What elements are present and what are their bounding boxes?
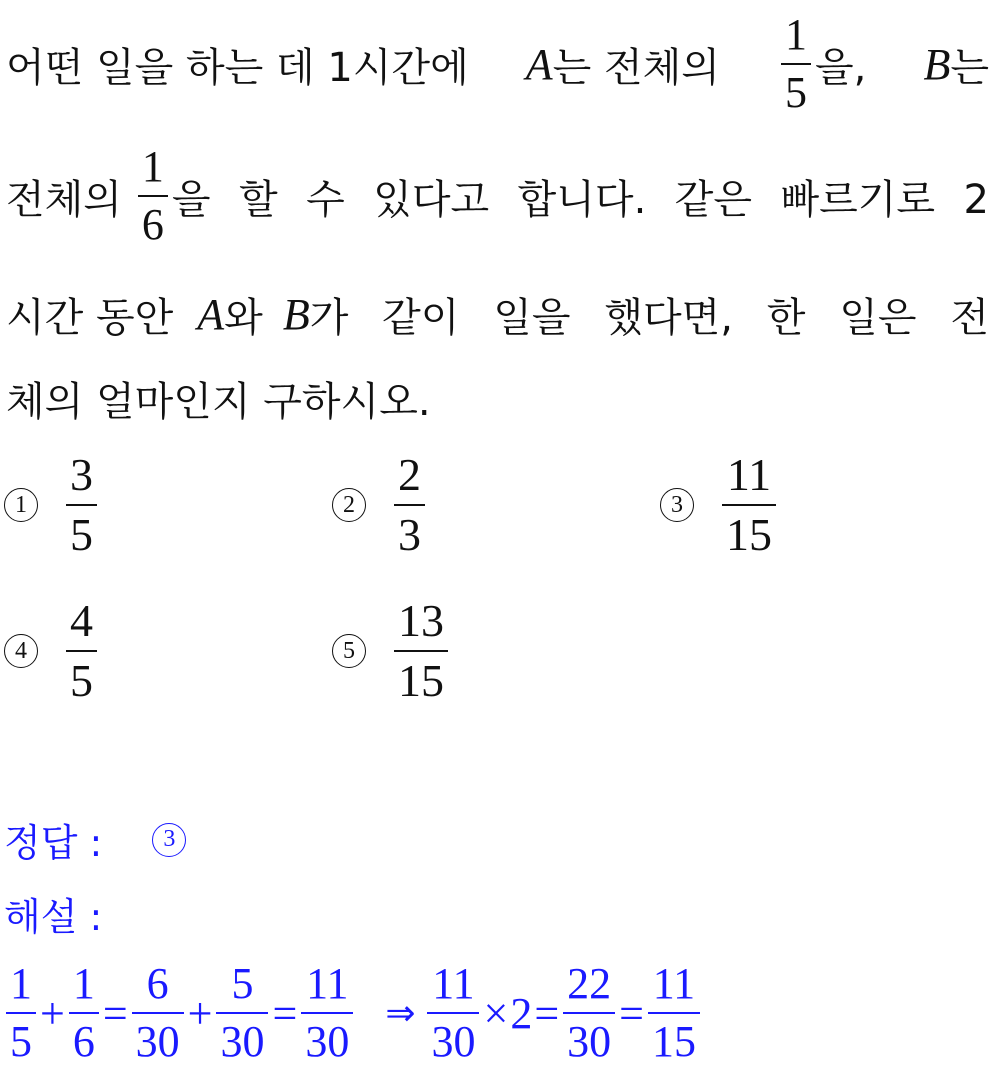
explanation-row bbox=[4, 886, 102, 941]
equals-sign: = bbox=[102, 988, 128, 1038]
fraction-one-fifth: $\frac{1}{5}$ bbox=[781, 13, 811, 115]
question-text: 는 전체의 bbox=[552, 44, 720, 91]
equals-sign: = bbox=[619, 988, 644, 1038]
choice-fraction: $\frac{11}{15}$ bbox=[722, 452, 776, 558]
answer-row bbox=[4, 812, 186, 867]
circled-number-2: 2 bbox=[332, 488, 366, 522]
solution-fraction: $\frac{5}{30}$ bbox=[216, 962, 268, 1064]
choice-1[interactable] bbox=[4, 449, 101, 560]
circled-number-3: 3 bbox=[660, 488, 694, 522]
solution-equation bbox=[4, 959, 702, 1066]
question-line-1 bbox=[6, 10, 989, 117]
solution-fraction: $\frac{6}{30}$ bbox=[132, 962, 184, 1064]
question-text: 는 bbox=[950, 44, 989, 91]
variable-a: A bbox=[525, 39, 553, 89]
answer-label: 정답 : bbox=[4, 821, 103, 865]
solution-fraction: $\frac{1}{5}$ bbox=[6, 962, 36, 1064]
solution-fraction: $\frac{11}{30}$ bbox=[427, 962, 479, 1064]
choice-fraction: $\frac{13}{15}$ bbox=[394, 598, 448, 704]
choice-3[interactable] bbox=[660, 449, 780, 560]
choice-fraction: $\frac{2}{3}$ bbox=[394, 452, 425, 558]
choice-fraction: $\frac{3}{5}$ bbox=[66, 452, 97, 558]
choice-fraction: $\frac{4}{5}$ bbox=[66, 598, 97, 704]
answer-circled-number-3: 3 bbox=[152, 823, 186, 857]
variable-b: B bbox=[923, 39, 951, 89]
solution-fraction: $\frac{11}{15}$ bbox=[648, 962, 700, 1064]
question-text: 가 같이 일을 했다면, 한 일은 전 bbox=[309, 294, 989, 341]
plus-sign: + bbox=[187, 988, 213, 1038]
equals-sign: = bbox=[534, 988, 560, 1038]
fraction-one-sixth: $\frac{1}{6}$ bbox=[138, 145, 168, 247]
question-text: 전체의 bbox=[6, 176, 122, 223]
solution-fraction: $\frac{22}{30}$ bbox=[563, 962, 615, 1064]
multiplier: 2 bbox=[510, 988, 533, 1038]
choice-5[interactable] bbox=[332, 595, 452, 706]
variable-a: A bbox=[197, 289, 225, 339]
circled-number-5: 5 bbox=[332, 634, 366, 668]
choice-2[interactable] bbox=[332, 449, 429, 560]
plus-sign: + bbox=[40, 988, 65, 1038]
question-text: 시간 동안 bbox=[6, 294, 174, 341]
implies-arrow-icon: ⇒ bbox=[385, 992, 416, 1034]
times-sign: × bbox=[483, 988, 509, 1038]
variable-b: B bbox=[282, 289, 310, 339]
circled-number-4: 4 bbox=[4, 634, 38, 668]
solution-fraction: $\frac{1}{6}$ bbox=[69, 962, 99, 1064]
question-text: 와 bbox=[224, 294, 263, 341]
solution-fraction: $\frac{11}{30}$ bbox=[301, 962, 353, 1064]
circled-number-1: 1 bbox=[4, 488, 38, 522]
question-text: 어떤 일을 하는 데 1시간에 bbox=[6, 44, 469, 91]
question-text: 체의 얼마인지 구하시오. bbox=[6, 378, 431, 425]
question-line-2 bbox=[6, 142, 989, 249]
explanation-label: 해설 : bbox=[4, 895, 103, 939]
equals-sign: = bbox=[272, 988, 298, 1038]
question-line-3 bbox=[6, 286, 989, 342]
choice-4[interactable] bbox=[4, 595, 101, 706]
question-line-4 bbox=[6, 370, 989, 426]
question-text: 을 할 수 있다고 합니다. 같은 빠르기로 2 bbox=[171, 176, 989, 223]
question-text: 을, bbox=[815, 44, 867, 91]
